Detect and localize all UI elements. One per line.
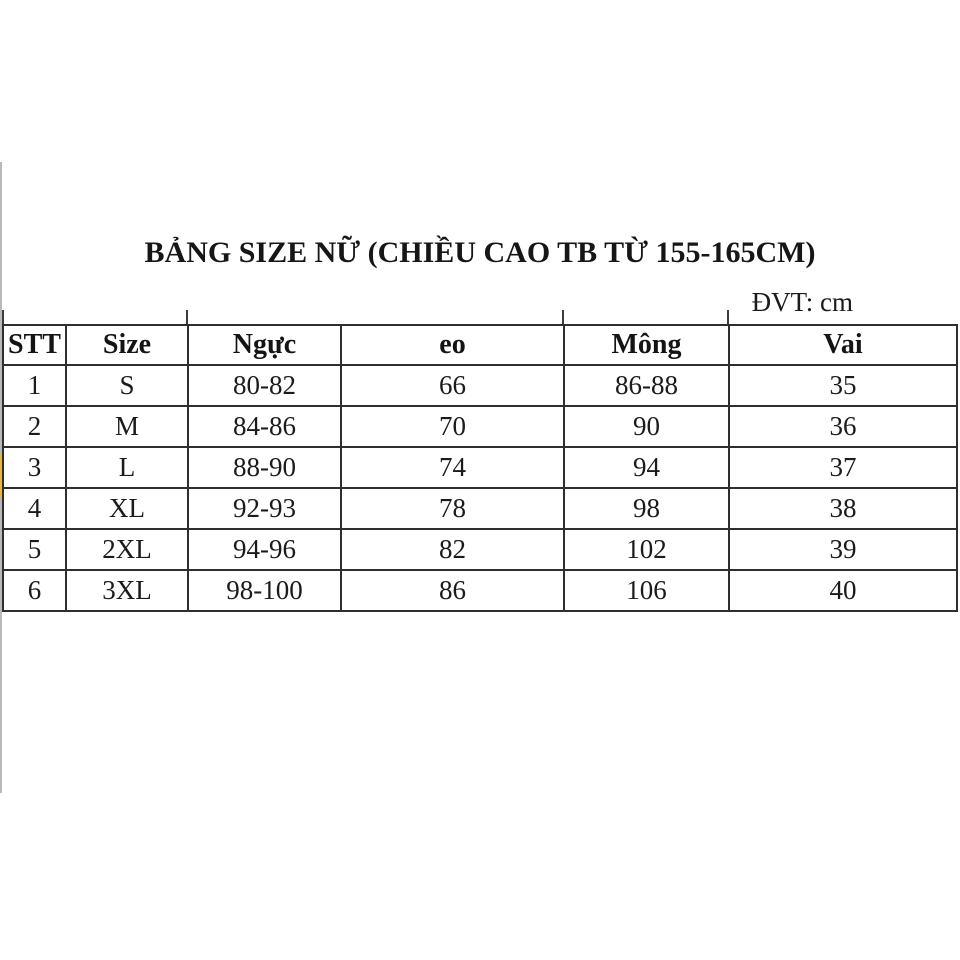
col-header-waist: eo bbox=[341, 325, 564, 365]
col-header-shoulder: Vai bbox=[729, 325, 957, 365]
size-table bbox=[2, 324, 958, 612]
col-header-size: Size bbox=[66, 325, 188, 365]
stt-cell: 1 bbox=[3, 365, 66, 406]
waist-cell: 78 bbox=[341, 488, 564, 529]
size-cell: XL bbox=[66, 488, 188, 529]
size-cell: M bbox=[66, 406, 188, 447]
col-header-stt: STT bbox=[3, 325, 66, 365]
stt-cell: 2 bbox=[3, 406, 66, 447]
bust-cell: 84-86 bbox=[188, 406, 341, 447]
unit-note: ĐVT: cm bbox=[751, 287, 853, 317]
size-chart-title: BẢNG SIZE NỮ (CHIỀU CAO TB TỪ 155-165CM) bbox=[144, 236, 816, 269]
hip-cell: 90 bbox=[564, 406, 729, 447]
stt-cell: 4 bbox=[3, 488, 66, 529]
hip-cell: 102 bbox=[564, 529, 729, 570]
bust-cell: 94-96 bbox=[188, 529, 341, 570]
table-row bbox=[3, 406, 957, 447]
col-header-hip: Mông bbox=[564, 325, 729, 365]
shoulder-cell: 37 bbox=[729, 447, 957, 488]
size-cell: 2XL bbox=[66, 529, 188, 570]
bust-cell: 92-93 bbox=[188, 488, 341, 529]
shoulder-cell: 38 bbox=[729, 488, 957, 529]
size-cell: S bbox=[66, 365, 188, 406]
bust-cell: 88-90 bbox=[188, 447, 341, 488]
hip-cell: 98 bbox=[564, 488, 729, 529]
shoulder-cell: 36 bbox=[729, 406, 957, 447]
size-cell: L bbox=[66, 447, 188, 488]
hip-cell: 86-88 bbox=[564, 365, 729, 406]
stt-cell: 5 bbox=[3, 529, 66, 570]
table-row bbox=[3, 447, 957, 488]
waist-cell: 82 bbox=[341, 529, 564, 570]
hip-cell: 106 bbox=[564, 570, 729, 611]
waist-cell: 74 bbox=[341, 447, 564, 488]
waist-cell: 86 bbox=[341, 570, 564, 611]
table-header-row bbox=[3, 325, 957, 365]
table-row bbox=[3, 488, 957, 529]
table-row bbox=[3, 570, 957, 611]
stt-cell: 6 bbox=[3, 570, 66, 611]
bust-cell: 98-100 bbox=[188, 570, 341, 611]
size-cell: 3XL bbox=[66, 570, 188, 611]
stt-cell: 3 bbox=[3, 447, 66, 488]
table-row bbox=[3, 529, 957, 570]
shoulder-cell: 35 bbox=[729, 365, 957, 406]
bust-cell: 80-82 bbox=[188, 365, 341, 406]
col-header-bust: Ngực bbox=[188, 325, 341, 365]
table-row bbox=[3, 365, 957, 406]
hip-cell: 94 bbox=[564, 447, 729, 488]
shoulder-cell: 39 bbox=[729, 529, 957, 570]
waist-cell: 70 bbox=[341, 406, 564, 447]
shoulder-cell: 40 bbox=[729, 570, 957, 611]
waist-cell: 66 bbox=[341, 365, 564, 406]
